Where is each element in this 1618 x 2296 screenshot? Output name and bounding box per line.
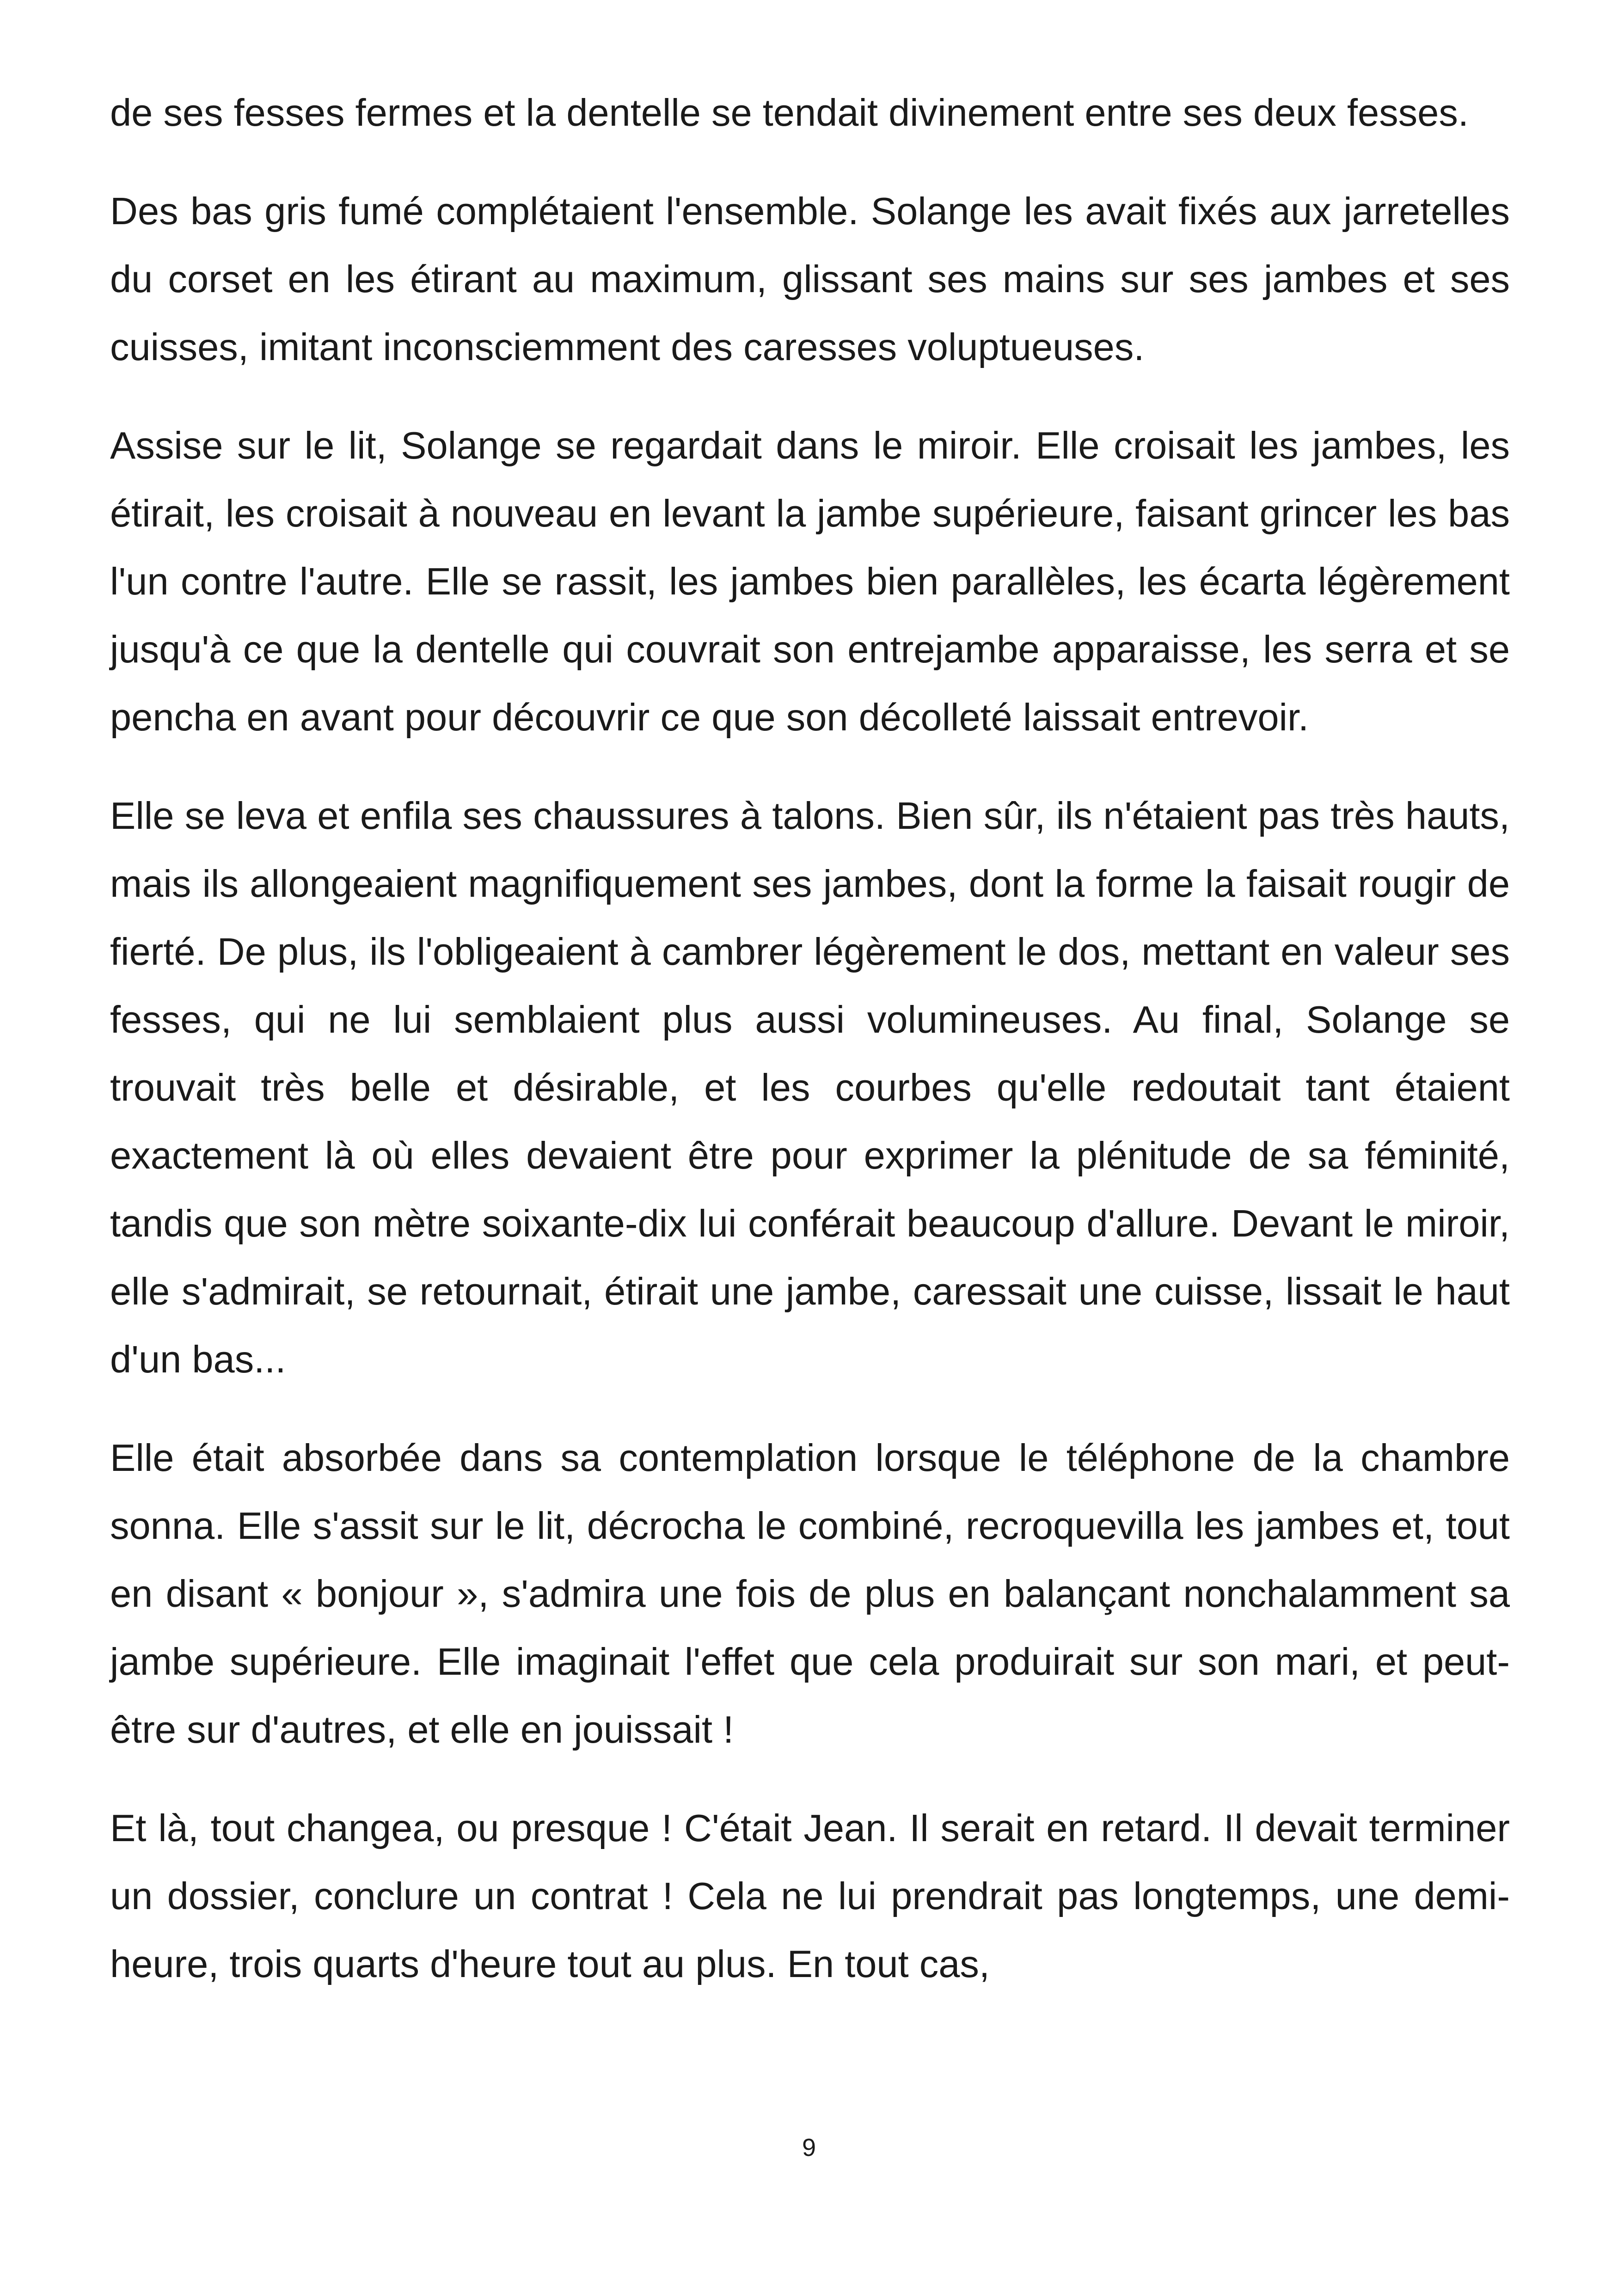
page-number: 9 — [802, 2134, 816, 2161]
paragraph-2: Des bas gris fumé complétaient l'ensemble. Solange les avait fixés aux jarretelles du corset en les étirant au maximum, glissant ses mains sur ses jambes et ses cuisses, imitant inconsciemment des caresses voluptueuses. — [110, 190, 1510, 368]
paragraph-4: Elle se leva et enfila ses chaussures à talons. Bien sûr, ils n'étaient pas très hauts, mais ils allongeaient magnifiquement ses jambes, dont la forme la faisait rougir de fierté. De plus, ils l'obligeaient à cambrer légèrement le dos, mettant en valeur ses fesses, qui ne lui semblaient plus aussi volumineuses. Au final, Solange se trouvait très belle et désirable, et les courbes qu'elle redoutait tant étaient exactement là où elles devaient être pour exprimer la plénitude de sa féminité, tandis que son mètre soixante-dix lui conférait beaucoup d'allure. Devant le miroir, elle s'admirait, se retournait, étirait une jambe, caressait une cuisse, lissait le haut d'un bas... — [110, 794, 1510, 1381]
paragraph-5: Elle était absorbée dans sa contemplation lorsque le téléphone de la chambre sonna. Elle s'assit sur le lit, décrocha le combiné, recroquevilla les jambes et, tout en disant « bonjour », s'admira une fois de plus en balançant nonchalamment sa jambe supérieure. Elle imaginait l'effet que cela produirait sur son mari, et peut-être sur d'autres, et elle en jouissait ! — [110, 1436, 1510, 1751]
paragraph-3: Assise sur le lit, Solange se regardait dans le miroir. Elle croisait les jambes, les étirait, les croisait à nouveau en levant la jambe supérieure, faisant grincer les bas l'un contre l'autre. Elle se rassit, les jambes bien parallèles, les écarta légèrement jusqu'à ce que la dentelle qui couvrait son entrejambe apparaisse, les serra et se pencha en avant pour découvrir ce que son décolleté laissait entrevoir. — [110, 424, 1510, 739]
paragraph-1: de ses fesses fermes et la dentelle se tendait divinement entre ses deux fesses. — [110, 91, 1469, 134]
body-text — [110, 79, 1510, 2028]
paragraph-6: Et là, tout changea, ou presque ! C'était Jean. Il serait en retard. Il devait terminer un dossier, conclure un contrat ! Cela ne lui prendrait pas longtemps, une demi-heure, trois quarts d'heure tout au plus. En tout cas, — [110, 1806, 1510, 1985]
